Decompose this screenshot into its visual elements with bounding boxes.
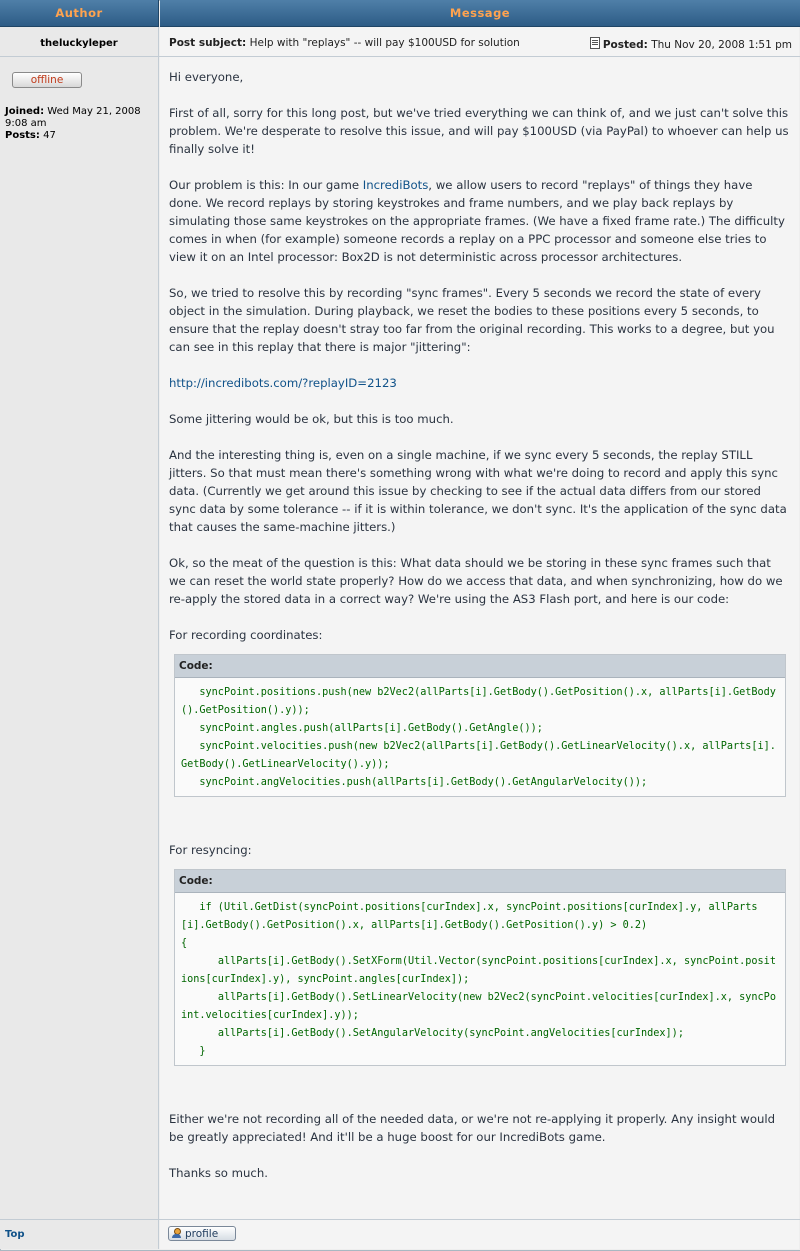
profile-button[interactable]	[168, 1226, 236, 1241]
back-to-top-link[interactable]: Top	[5, 1229, 25, 1240]
author-column-header: Author	[0, 0, 159, 27]
posts-label: Posts:	[5, 130, 40, 141]
code-block-resync	[174, 869, 786, 1066]
online-status-badge: offline	[12, 72, 82, 88]
message-column-header: Message	[160, 0, 800, 27]
post-body	[169, 68, 789, 1200]
resync-label: For resyncing:	[169, 843, 252, 857]
post-paragraph: So, we tried to resolve this by recording "sync frames". Every 5 seconds we record the state of every object in the simulation. During playback, we reset the bodies to these positions every 5 seconds, to ensure that the replay doesn't stray too far from the original recording. This works to a degree, but you can see in this replay that there is major "jittering":	[169, 286, 775, 354]
paragraph-text: , we allow users to record "replays" of things they have done. We record replays by storing keystrokes and frame numbers, and we play back replays by simulating those same keystrokes on the appropriate frames. (We have a fixed frame rate.) The difficulty comes in when (for example) someone records a replay on a PPC processor and someone else tries to view it on an Intel processor: Box2D is not deterministic across processor architectures.	[169, 178, 785, 264]
author-username[interactable]: theluckyleper	[40, 38, 118, 49]
incredibots-link[interactable]: IncrediBots	[362, 178, 429, 192]
author-panel	[0, 27, 159, 1249]
joined-value: Wed May 21, 2008 9:08 am	[5, 106, 141, 129]
post-icon[interactable]	[590, 37, 600, 49]
post-paragraph	[169, 374, 789, 392]
replay-url-link[interactable]: http://incredibots.com/?replayID=2123	[169, 376, 397, 390]
author-details	[5, 106, 157, 142]
code-content[interactable]: syncPoint.positions.push(new b2Vec2(allParts[i].GetBody().GetPosition().x, allParts[i].GetBody().GetPosition().y)); syncPoint.angles.push(allParts[i].GetBody().GetAngle()); syncPoint.velocities.push(new b2Vec2(allParts[i].GetBody().GetLinearVelocity().x, allParts[i].GetBody().GetLinearVelocity().y)); syncPoint.angVelocities.push(allParts[i].GetBody().GetAngularVelocity());	[181, 687, 776, 788]
posts-count: 47	[43, 130, 56, 141]
post-subject	[169, 37, 520, 49]
code-header: Code:	[175, 870, 785, 893]
post-paragraph	[169, 176, 789, 266]
post-paragraph: Ok, so the meat of the question is this: What data should we be storing in these sync frames such that we can reset the world state properly? How do we access that data, and when synchronizing, how do we re-apply the stored data in a correct way? We're using the AS3 Flash port, and here is our code:	[169, 556, 783, 606]
posted-label: Posted:	[602, 39, 648, 51]
post-paragraph: Some jittering would be ok, but this is too much.	[169, 412, 454, 426]
post-paragraph: Either we're not recording all of the needed data, or we're not re-applying it properly. Any insight would be greatly appreciated! And it'll be a huge boost for our IncrediBots game.	[169, 1112, 776, 1144]
post-paragraph: And the interesting thing is, even on a single machine, if we sync every 5 seconds, the replay STILL jitters. So that must mean there's something wrong with what we're doing to record and apply this sync data. (Currently we get around this issue by checking to see if the actual data differs from our stored sync data by some tolerance -- if it is within tolerance, we don't sync. It's the application of the sync data that causes the same-machine jitters.)	[169, 448, 787, 534]
code-header: Code:	[175, 655, 785, 678]
row-divider	[0, 56, 800, 57]
post-link[interactable]	[590, 39, 603, 51]
posted-value: Thu Nov 20, 2008 1:51 pm	[651, 39, 792, 51]
person-icon	[171, 1228, 181, 1238]
paragraph-text: Our problem is this: In our game	[169, 178, 363, 192]
post-paragraph: First of all, sorry for this long post, but we've tried everything we can think of, and we just can't solve this problem. We're desperate to resolve this issue, and will pay $100USD (via PayPal) to whoever can help us finally solve it!	[169, 106, 789, 156]
profile-label: profile	[185, 1228, 219, 1240]
joined-label: Joined:	[5, 106, 45, 117]
recording-label: For recording coordinates:	[169, 628, 323, 642]
subject-label: Post subject:	[169, 37, 247, 49]
code-block-recording	[174, 654, 786, 797]
post-greeting: Hi everyone,	[169, 70, 244, 84]
row-divider	[0, 1219, 800, 1220]
subject-value: Help with "replays" -- will pay $100USD for solution	[249, 37, 520, 49]
post-date	[590, 37, 792, 51]
code-content[interactable]: if (Util.GetDist(syncPoint.positions[curIndex].x, syncPoint.positions[curIndex].y, allParts[i].GetBody().GetPosition().x, allParts[i].GetBody().GetPosition().y) > 0.2) { allParts[i].GetBody().SetXForm(Util.Vector(syncPoint.positions[curIndex].x, syncPoint.positions[curIndex].y), syncPoint.angles[curIndex]); allParts[i].GetBody().SetLinearVelocity(new b2Vec2(syncPoint.velocities[curIndex].x, syncPoint.velocities[curIndex].y)); allParts[i].GetBody().SetAngularVelocity(syncPoint.angVelocities[curIndex]); }	[181, 902, 776, 1057]
post-signoff: Thanks so much.	[169, 1166, 268, 1180]
